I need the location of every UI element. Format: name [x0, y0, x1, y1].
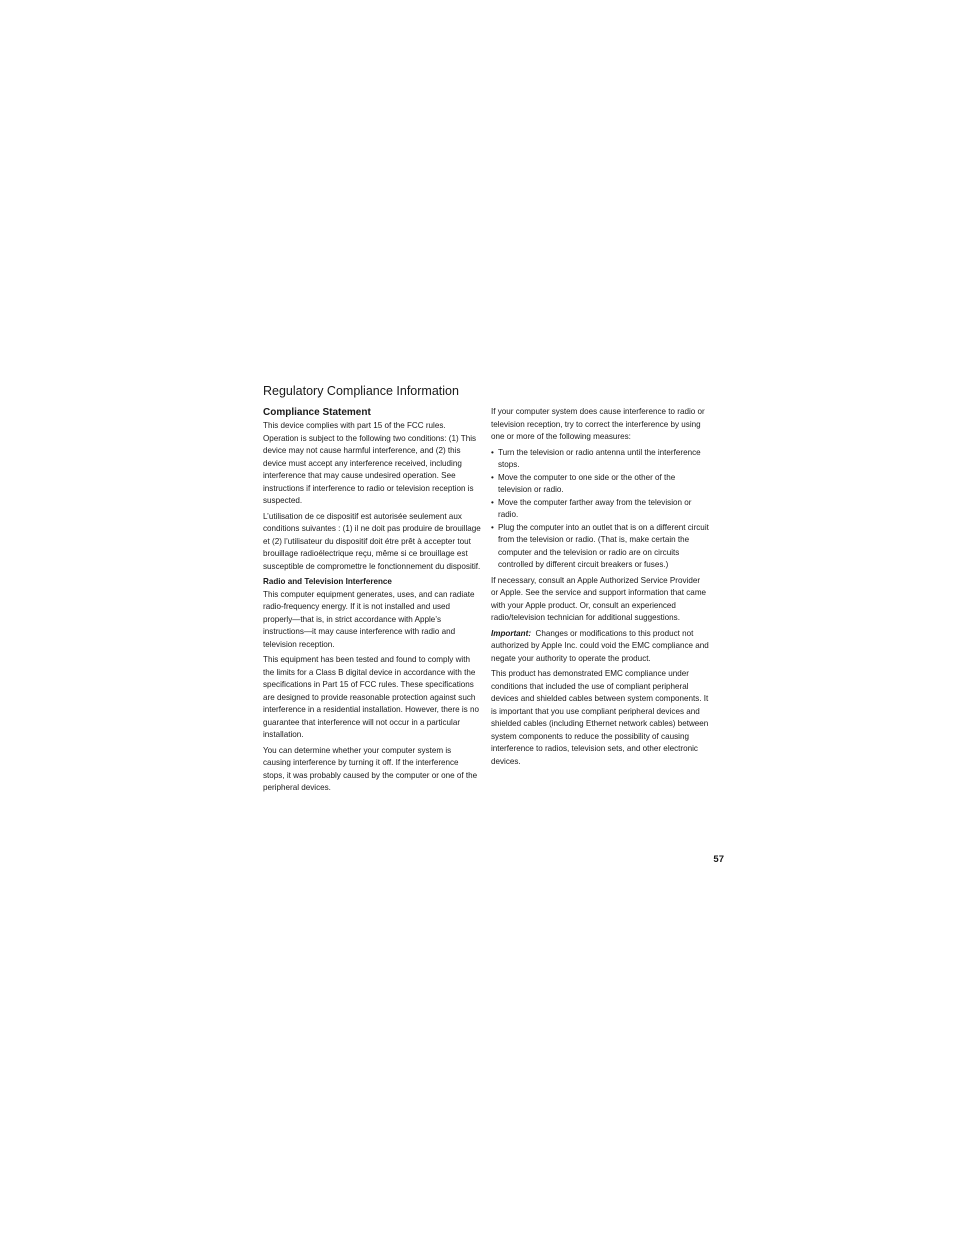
- compliance-statement-heading: Compliance Statement: [263, 407, 371, 418]
- interference-intro-paragraph: If your computer system does cause interference to radio or television reception, try to correct the interference by using one or more of the following measures:: [491, 407, 705, 441]
- important-paragraph: [491, 628, 709, 666]
- list-item: • Move the computer to one side or the other of the television or radio.: [491, 472, 709, 497]
- radio-tv-interference-heading: Radio and Television Interference: [263, 577, 392, 586]
- right-column: [491, 406, 709, 771]
- list-item: • Move the computer farther away from the television or radio.: [491, 497, 709, 522]
- list-item: • Plug the computer into an outlet that is on a different circuit from the television or radio. (That is, make certain the computer and the television or radio are on circuits controlled by different circuit breakers or fuses.): [491, 522, 709, 572]
- left-column: [263, 406, 481, 798]
- emc-paragraph: This product has demonstrated EMC compliance under conditions that included the use of compliant peripheral devices and shielded cables between system components. It is important that you use compliant peripheral devices and shielded cables (including Ethernet network cables) between system components to reduce the possibility of causing interference to radios, television sets, and other electronic devices.: [491, 669, 709, 766]
- french-compliance-paragraph: L’utilisation de ce dispositif est autorisée seulement aux conditions suivantes : (1) il ne doit pas produire de brouillage et (2) l’utilisateur du dispositif doit étre prêt à accepter tout brouillage radioélectrique reçu, même si ce brouillage est susceptible de compromettre le fonctionnement du dispositif.: [263, 511, 481, 571]
- determine-interference-paragraph: You can determine whether your computer system is causing interference by turning it off. If the interference stops, it was probably caused by the computer or one of the peripheral devices.: [263, 745, 478, 792]
- fcc-compliance-paragraph: This device complies with part 15 of the FCC rules. Operation is subject to the following two conditions: (1) This device may not cause harmful interference, and (2) this device must accept any interference received, including interference that may cause undesired operation. See instructions if interference to radio or television reception is suspected.: [263, 421, 477, 505]
- consult-paragraph: If necessary, consult an Apple Authorized Service Provider or Apple. See the service and support information that came with your Apple product. Or, consult an experienced radio/television technician for additional suggestions.: [491, 575, 707, 622]
- rf-energy-paragraph: This computer equipment generates, uses, and can radiate radio-frequency energy. If it is not installed and used properly—that is, in strict accordance with Apple’s instructions—it may cause interference with radio and television reception.: [263, 589, 475, 649]
- page-number: 57: [713, 854, 724, 865]
- measures-list: [491, 447, 709, 572]
- class-b-paragraph: This equipment has been tested and found to comply with the limits for a Class B digital device in accordance with the specifications in Part 15 of FCC rules. These specifications are designed to provide reasonable protection against such interference in a residential installation. However, there is no guarantee that interference will not occur in a particular installation.: [263, 655, 479, 739]
- important-label: Important:: [491, 628, 532, 638]
- list-item: • Turn the television or radio antenna until the interference stops.: [491, 447, 709, 472]
- important-text: Changes or modifications to this product not authorized by Apple Inc. could void the EMC compliance and negate your authority to operate the product.: [491, 628, 709, 663]
- page-title: Regulatory Compliance Information: [263, 384, 459, 398]
